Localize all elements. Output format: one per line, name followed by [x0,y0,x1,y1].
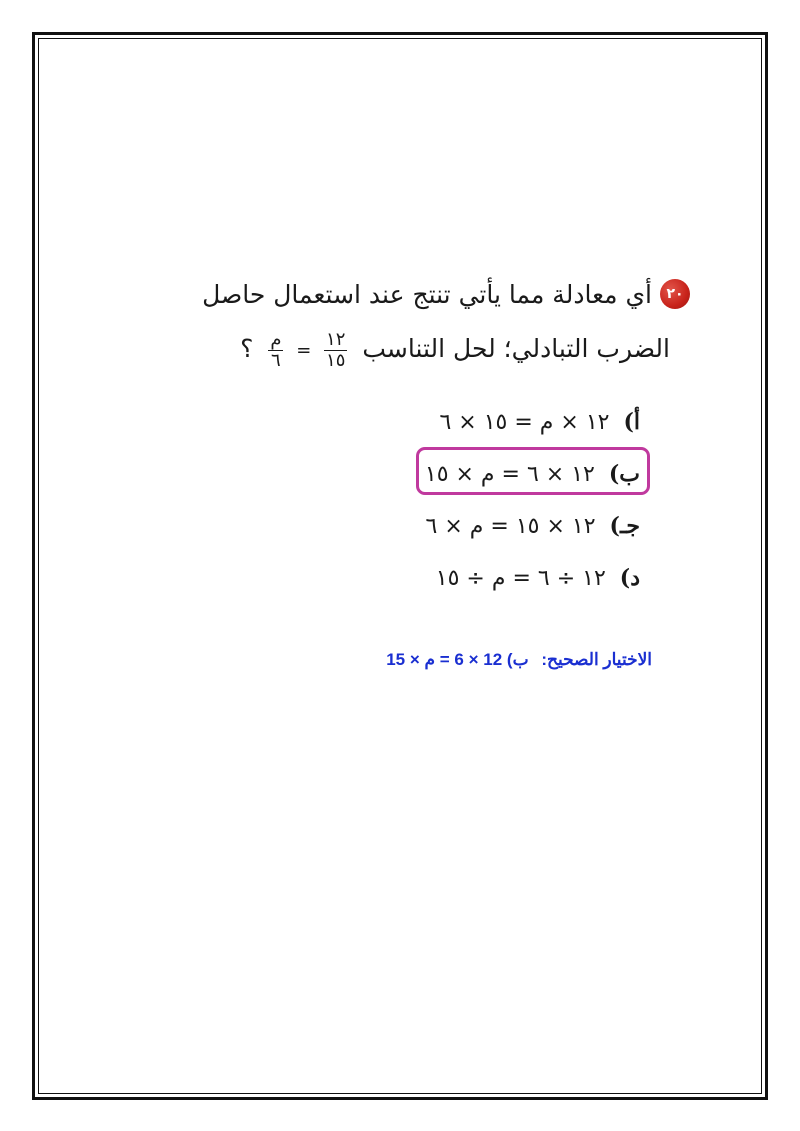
option-a[interactable] [380,396,640,448]
proportion-equals: = [296,339,312,361]
option-d-equation: ١٢ ÷ ٦ = م ÷ ١٥ [435,566,606,591]
fraction-right [268,330,283,371]
option-b-equation: ١٢ × ٦ = م × ١٥ [424,462,595,487]
option-a-equation: ١٢ × م = ١٥ × ٦ [439,410,610,435]
correct-answer-note [386,650,652,670]
answer-letter: ب) [506,650,529,669]
option-c[interactable] [380,500,640,552]
question-line-2 [220,322,690,378]
option-c-equation: ١٢ × ١٥ = م × ٦ [425,514,596,539]
option-d-letter: د) [619,565,640,591]
answer-equation: 12 × 6 = م × 15 [386,650,503,669]
fraction-left [324,330,347,371]
question-text-line-2: الضرب التبادلي؛ لحل التناسب [362,334,670,363]
proportion [265,324,350,378]
question-text-line-1: أي معادلة مما يأتي تنتج عند استعمال حاصل [202,280,652,309]
question-line-1 [202,268,690,322]
question-number-badge: ٢٠ [660,279,690,309]
fraction-left-numerator: ١٢ [326,329,346,350]
question-block [202,268,690,378]
fraction-right-numerator: م [270,329,282,350]
selected-answer-highlight [416,447,650,495]
question-mark: ؟ [240,334,254,363]
fraction-right-denominator: ٦ [271,350,281,371]
option-b-letter: ب) [608,461,640,487]
options-list [380,396,640,604]
option-d[interactable] [380,552,640,604]
answer-label: الاختيار الصحيح: [541,650,652,669]
option-c-letter: جـ) [609,513,640,539]
option-a-letter: أ) [623,409,640,435]
fraction-left-denominator: ١٥ [326,350,346,371]
